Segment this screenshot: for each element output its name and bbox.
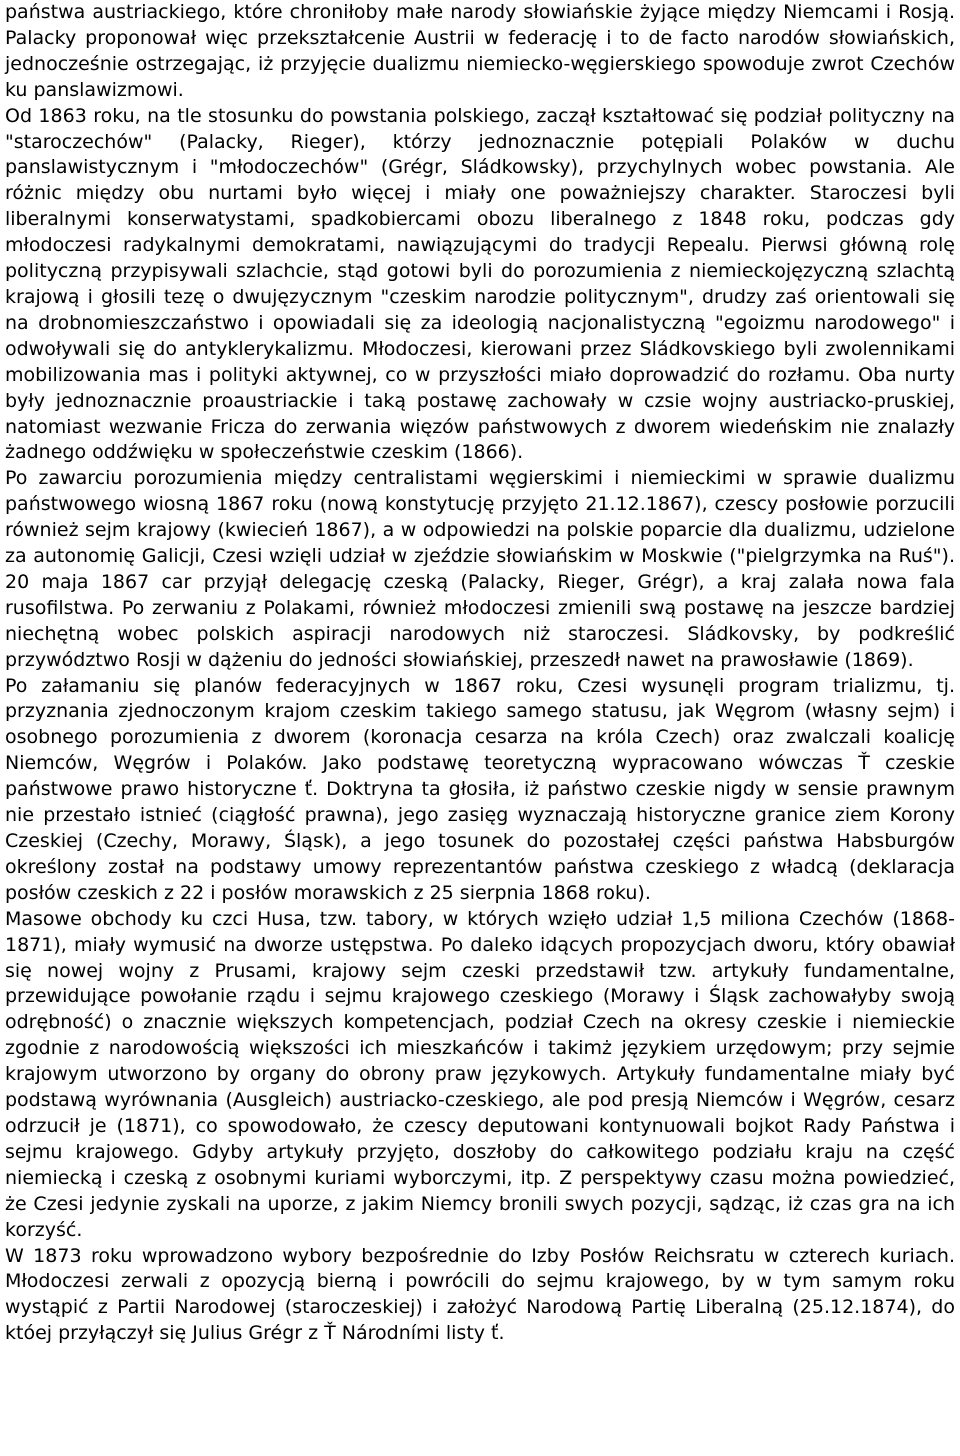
paragraph-3: Po zawarciu porozumienia między centralistami węgierskimi i niemieckimi w sprawie dualizmu państwowego wiosną 1867 roku (nową konstytucję przyjęto 21.12.1867), czescy posłowie porzucili również sejm krajowy (kwiecień 1867), a w odpowiedzi na polskie poparcie dla dualizmu, udzielone za autonomię Galicji, Czesi wzięli udział w zjeździe słowiańskim w Moskwie ("pielgrzymka na Ruś"). 20 maja 1867 car przyjął delegację czeską (Palacky, Rieger, Grégr), a kraj zalała nowa fala rusofilstwa. Po zerwaniu z Polakami, również młodoczesi zmienili swą postawę na jeszcze bardziej niechętną wobec polskich aspiracji narodowych niż staroczesi. Sládkovsky, by podkreślić przywództwo Rosji w dążeniu do jedności słowiańskiej, przeszedł nawet na prawosławie (1869). bbox=[5, 467, 955, 671]
paragraph-1: państwa austriackiego, które chroniłoby małe narody słowiańskie żyjące między Niemcami i Rosją. Palacky proponował więc przekształcenie Austrii w federację i to de facto narodów słowiańskich, jednocześnie ostrzegając, iż przyjęcie dualizmu niemiecko-węgierskiego spowoduje zwrot Czechów ku panslawizmowi. bbox=[5, 1, 955, 101]
paragraph-5: Masowe obchody ku czci Husa, tzw. tabory, w których wzięło udział 1,5 miliona Czechów (1868-1871), miały wymusić na dworze ustępstwa. Po daleko idących propozycjach dworu, który obawiał się nowej wojny z Prusami, krajowy sejm czeski przedstawił tzw. artykuły fundamentalne, przewidujące powołanie rządu i sejmu krajowego czeskiego (Morawy i Śląsk zachowałyby swoją odrębność) o znacznie większych kompetencjach, podział Czech na okresy czeskie i niemieckie zgodnie z narodowością większości ich mieszkańców i takimż językiem urzędowym; przy sejmie krajowym utworzono by organy do obrony praw językowych. Artykuły fundamentalne miały być podstawą wyrównania (Ausgleich) austriacko-czeskiego, ale pod presją Niemców i Węgrów, cesarz odrzucił je (1871), co spowodowało, że czescy deputowani kontynuowali bojkot Rady Państwa i sejmu krajowego. Gdyby artykuły przyjęto, doszłoby do całkowitego podziału kraju na część niemiecką i czeską z osobnymi kuriami wyborczymi, itp. Z perspektywy czasu można powiedzieć, że Czesi jedynie zyskali na uporze, z jakim Niemcy bronili swych pozycji, sądząc, iż czas gra na ich korzyść. bbox=[5, 907, 955, 1241]
paragraph-4: Po załamaniu się planów federacyjnych w 1867 roku, Czesi wysunęli program trializmu, tj. przyznania zjednoczonym krajom czeskim takiego samego statusu, jak Węgrom (własny sejm) i osobnego porozumienia z dworem (koronacja cesarza na króla Czech) oraz zwalczali koalicję Niemców, Węgrów i Polaków. Jako podstawę teoretyczną wypracowano wówczas Ť czeskie państwowe prawo historyczne ť. Doktryna ta głosiła, iż państwo czeskie nigdy w sensie prawnym nie przestało istnieć (ciągłość prawna), jego zasięg wyznaczają historyczne granice ziem Korony Czeskiej (Czechy, Morawy, Śląsk), a jego tosunek do pozostałej części państwa Habsburgów określony został na podstawy umowy reprezentantów państwa czeskiego z władcą (deklaracja posłów czeskich z 22 i posłów morawskich z 25 sierpnia 1868 roku). bbox=[5, 674, 955, 904]
paragraph-6: W 1873 roku wprowadzono wybory bezpośrednie do Izby Posłów Reichsratu w czterech kuriach. Młodoczesi zerwali z opozycją bierną i powrócili do sejmu krajowego, by w tym samym roku wystąpić z Partii Narodowej (staroczeskiej) i założyć Narodową Partię Liberalną (25.12.1874), do któej przyłączył się Julius Grégr z Ť Národními listy ť. bbox=[5, 1244, 955, 1345]
document-body bbox=[5, 0, 955, 1347]
paragraph-2: Od 1863 roku, na tle stosunku do powstania polskiego, zaczął kształtować się podział polityczny na "staroczechów" (Palacky, Rieger), którzy jednoznacznie potępiali Polaków w duchu panslawistycznym i "młodoczechów" (Grégr, Sládkowsky), przychylnych wobec powstania. Ale różnic między obu nurtami było więcej i miały one poważniejszy charakter. Staroczesi byli liberalnymi konserwatystami, spadkobiercami obozu liberalnego z 1848 roku, podczas gdy młodoczesi radykalnymi demokratami, nawiązującymi do tradycji Repealu. Pierwsi główną rolę polityczną przypisywali szlachcie, stąd gotowi byli do porozumienia z niemieckojęzyczną szlachtą krajową i głosili tezę o dwujęzycznym "czeskim narodzie politycznym", drudzy zaś orientowali się na drobnomieszczaństwo i opowiadali się za ideologią nacjonalistyczną "egoizmu narodowego" i odwoływali się do antyklerykalizmu. Młodoczesi, kierowani przez Sládkovskiego byli zwolennikami mobilizowania mas i polityki aktywnej, co w przyszłości miało doprowadzić do rozłamu. Oba nurty były jednoznacznie proaustriackie i taką postawę zachowały w czsie wojny austriacko-pruskiej, natomiast wezwanie Fricza do zerwania więzów państwowych z dworem wiedeńskim nie znalazły żadnego oddźwięku w społeczeństwie czeskim (1866). bbox=[5, 104, 955, 464]
